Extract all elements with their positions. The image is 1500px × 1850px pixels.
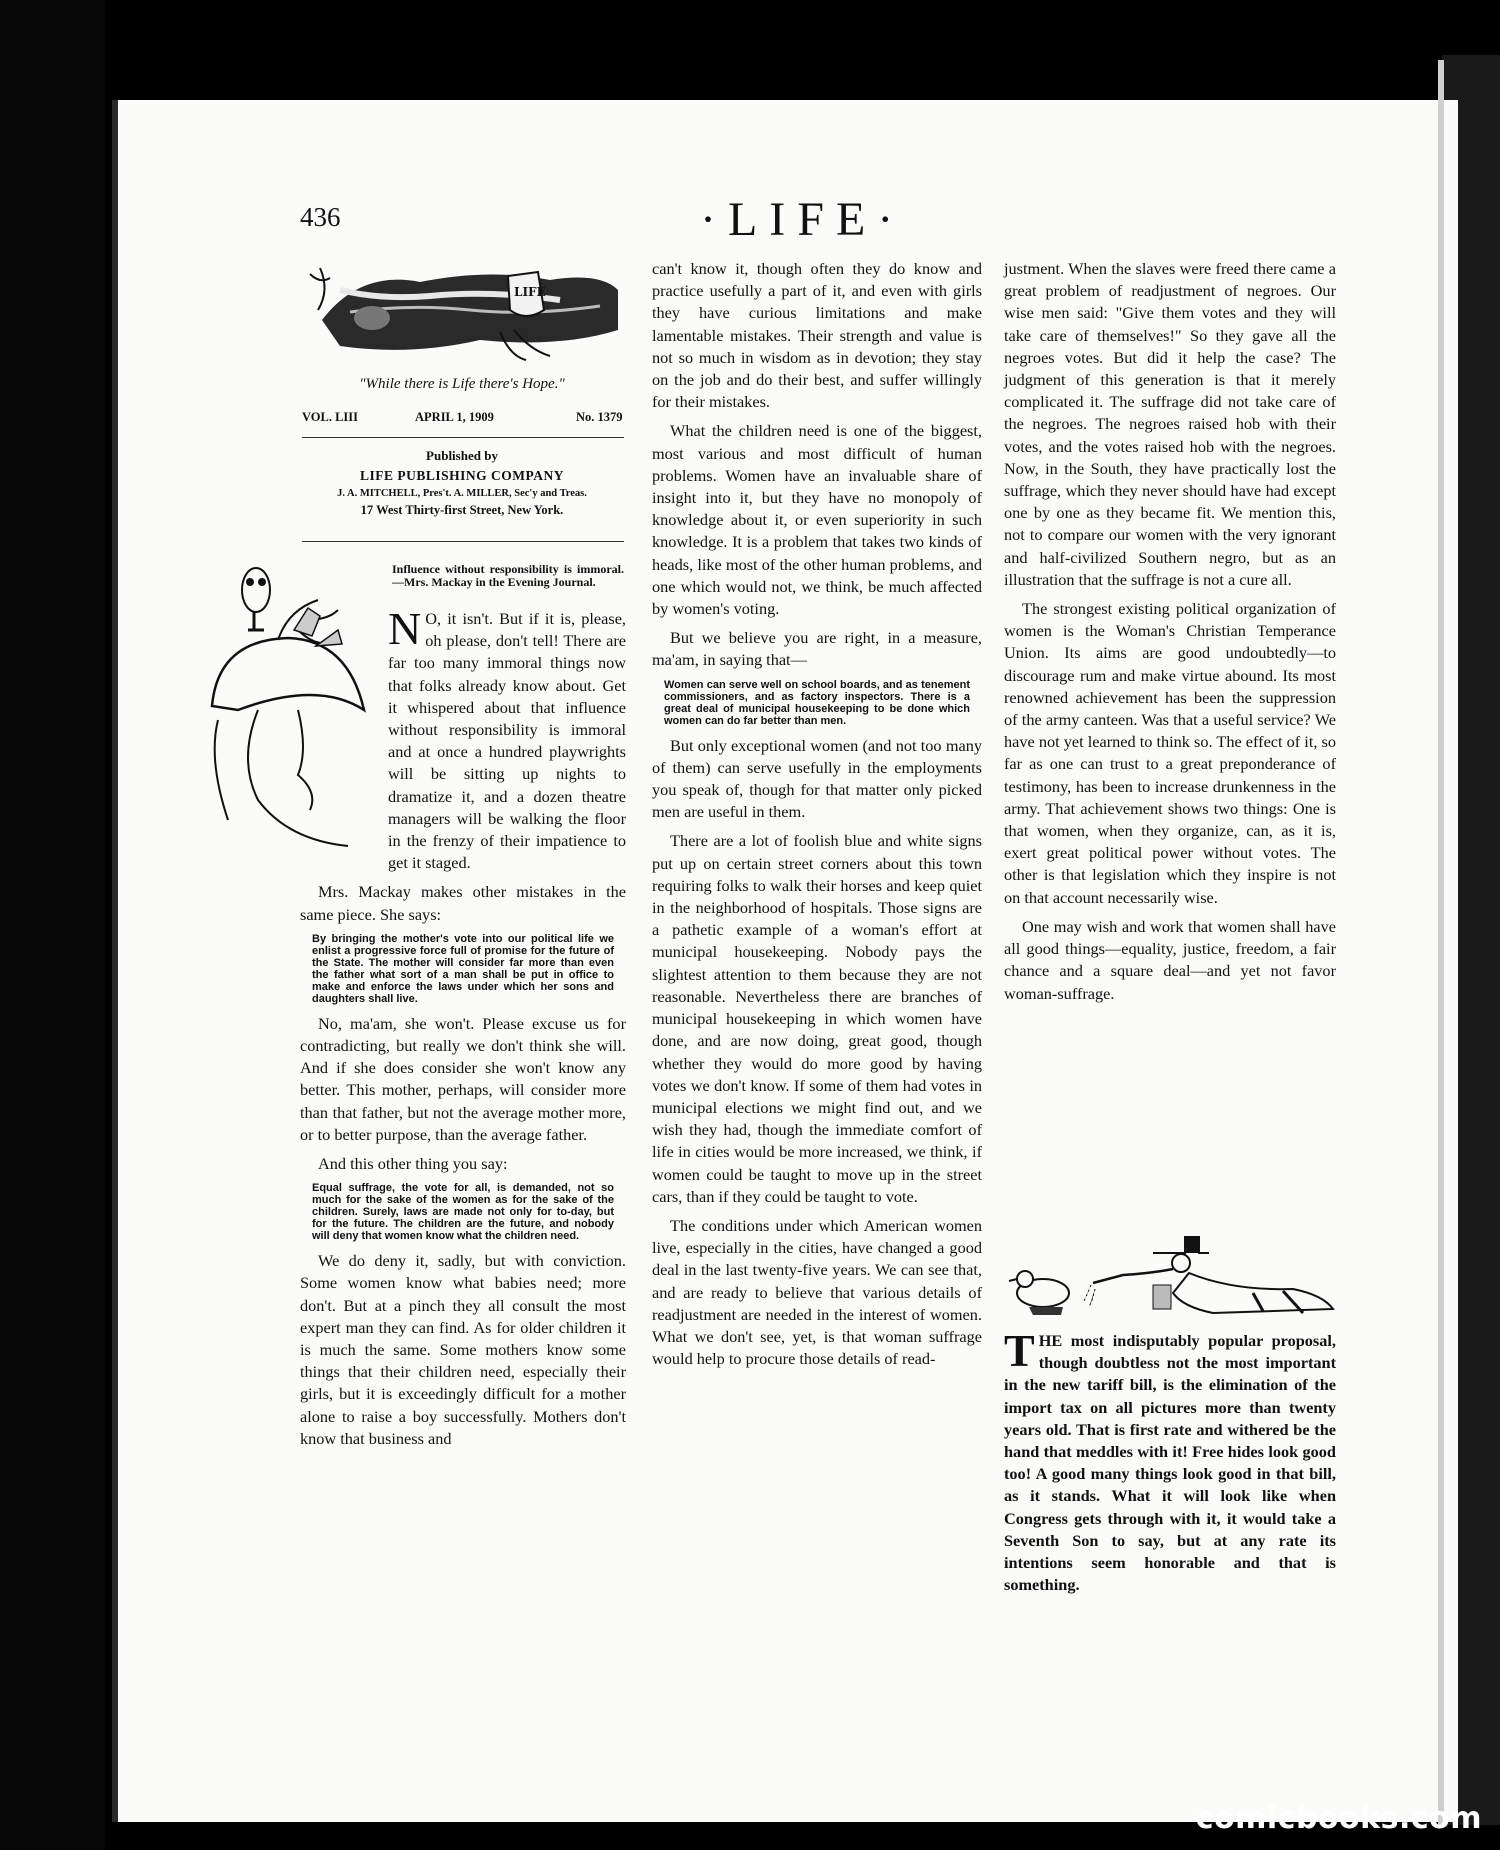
- page-number: 436: [300, 202, 341, 232]
- left-dark-margin: [0, 0, 105, 1850]
- column-2: [652, 258, 982, 1377]
- volume-number: VOL. LIII: [302, 410, 359, 424]
- col1-para-3: No, ma'am, she won't. Please excuse us for contradicting, but really we don't think she will. And if she does consider she won't know any better. This mother, perhaps, will consider more than that father, but not the average mother more, or to better purpose, than the average father.: [300, 1013, 626, 1144]
- col1-para-5: We do deny it, sadly, but with conviction. Some women know what babies need; more don't. But at a pinch they all consult the most expert man they can find. As for older children it is much the same. Some mothers know some things that their children need, especially their girls, but it is exceedingly difficult for a mother alone to raise a boy successfully. Mothers don't know that business and: [300, 1251, 626, 1448]
- masthead-title: ·LIFE·: [700, 193, 906, 246]
- epigraph-quote: Influence without responsibility is immoral.—Mrs. Mackay in the Evening Journal.: [392, 562, 624, 589]
- col2-quote-1: Women can serve well on school boards, and as tenement commissioners, and as factory inspectors. There is a great deal of municipal housekeeping to be done which women can do far better than men.: [664, 678, 970, 727]
- col1-para-1: N O, it isn't. But if it is, please, oh please, don't tell! There are far too many immoral things now that folks already know about. Get it whispered about that influence without responsibility is immoral and at once a hundred playwrights will be sitting up nights to dramatize it, and a dozen theatre managers will be walking the floor in the frenzy of their impatience to get it staged.: [388, 603, 626, 873]
- column-3: [1004, 258, 1336, 1012]
- rule-top: [302, 437, 624, 438]
- masthead-motto: "While there is Life there's Hope.": [359, 376, 565, 392]
- col2-para-5: There are a lot of foolish blue and white signs put up on certain street corners about this town requiring folks to walk their horses and keep quiet in the neighborhood of hospitals. Those signs are a pathetic example of a woman's effort at municipal housekeeping. Nobody pays the slightest attention to them because they are not reasonable. Nevertheless there are branches of municipal housekeeping in which women have done, and are now doing, great good, though whether they would do more good by having votes we don't know. If some of them had votes in municipal elections we might find out, and we wish they had, though the immediate comfort of life in cities would be more increased, we think, if women could be taught to move up in the street cars, than if they could be taught to vote.: [652, 831, 982, 1206]
- masthead-banner-illustration: [300, 260, 624, 363]
- col1-quote-1: By bringing the mother's vote into our political life we enlist a progressive force full of promise for the future of the State. The mother will consider far more than even the father what sort of a man shall be put in office to make and enforce the laws under which her sons and daughters shall live.: [312, 932, 614, 1005]
- dropcap-n: N: [388, 603, 422, 654]
- col1-para-2: Mrs. Mackay makes other mistakes in the same piece. She says:: [300, 882, 626, 924]
- watermark-text: comicbooks.com: [1195, 1801, 1482, 1836]
- col2-para-1: can't know it, though often they do know and practice usefully a part of it, and even with girls they have curious limitations and make lamentable mistakes. Their strength and value is not so much in wisdom as in devotion; they stay on the job and do their best, and suffer willingly for their mistakes.: [652, 259, 982, 412]
- col3-para-1: justment. When the slaves were freed there came a great problem of readjustment of negroes. Our wise men said: "Give them votes and they will take care of themselves!" So they gave all the negroes votes. But did it help the case? The judgment of this generation is that it merely complicated it. The suffrage did not take care of the negroes. The negroes raised hob with their votes, and the votes raised hob with the negroes. Now, in the South, they have practically lost the suffrage, which they never should have had except one by one as they became fit. We mention this, not to compare our women with the very ignorant and half-civilized Southern negro, but as an illustration that the suffrage is not a cure all.: [1004, 259, 1336, 589]
- col1-para-4: And this other thing you say:: [318, 1154, 508, 1174]
- rule-bottom: [302, 541, 624, 542]
- col2-para-6: The conditions under which American women live, especially in the cities, have changed a good deal in the last twenty-five years. We can see that, and are ready to believe that various details of readjustment are needed in the interest of women. What we don't see, yet, is that woman suffrage would help to procure those details of read-: [652, 1215, 982, 1369]
- published-by: Published by: [426, 448, 498, 463]
- issue-number: No. 1379: [576, 410, 623, 424]
- col3-para-2: The strongest existing political organization of women is the Woman's Christian Temperance Union. Its aims are good undoubtedly—to discourage rum and make virtue abound. Its most renowned achievement has been the suppression of the army canteen. Was that a useful service? We have not yet learned to think so. The effect of it, so far as one can trust to a great preponderance of testimony, has been to increase drunkenness in the army. That achievement shows two things: One is that women, when they organize, can, as it is, exert great political power without votes. The other is that legislation which they inspire is not on that account necessarily wise.: [1004, 599, 1336, 907]
- column-1: [300, 560, 626, 1457]
- bird-and-man-illustration: [1003, 1233, 1339, 1323]
- publisher-name: LIFE PUBLISHING COMPANY: [359, 468, 564, 483]
- col3-para-3: One may wish and work that women shall have all good things—equality, justice, freedom, a fair chance and a square deal—and yet not favor woman-suffrage.: [1004, 916, 1336, 1003]
- col2-para-3: But we believe you are right, in a measure, ma'am, in saying that—: [652, 628, 982, 670]
- dropcap-t: T: [1004, 1325, 1035, 1376]
- publisher-officers: J. A. MITCHELL, Pres't. A. MILLER, Sec'y and Treas.: [337, 488, 587, 499]
- page-edge: [1438, 60, 1444, 1825]
- banner-shield-text: LIFE: [514, 285, 546, 299]
- col2-para-2: What the children need is one of the biggest, most various and most difficult of human problems. Women have an invaluable share of insight into it, but they have no monopoly of knowledge about it, or even superiority in such knowledge. It is a problem that takes two kinds of heads, like most of the other human problems, and one which would not, we think, be much affected by women's voting.: [652, 421, 982, 619]
- publisher-address: 17 West Thirty-first Street, New York.: [360, 503, 564, 517]
- issue-date: APRIL 1, 1909: [415, 410, 494, 424]
- col1-quote-2: Equal suffrage, the vote for all, is demanded, not so much for the sake of the women as for the sake of the children. Surely, laws are made not only for to-day, but for the future. The children are the future, and nobody will deny that women know what the children need.: [312, 1182, 614, 1243]
- col2-para-4: But only exceptional women (and not too many of them) can serve usefully in the employments you speak of, though for that matter only picked men are useful in them.: [652, 735, 982, 822]
- publisher-block: [300, 448, 624, 518]
- tariff-paragraph: THE most indisputably popular proposal, though doubtless not the most important in the new tariff bill, is the elimination of the import tax on all pictures more than twenty years old. That is first rate and withered be the hand that meddles with it! Free hides look good too! A good many things look good in that bill, as it stands. What it will look like when Congress gets through with it, it would take a Seventh Son to say, but at any rate its intentions seem honorable and that is something.: [1004, 1325, 1336, 1595]
